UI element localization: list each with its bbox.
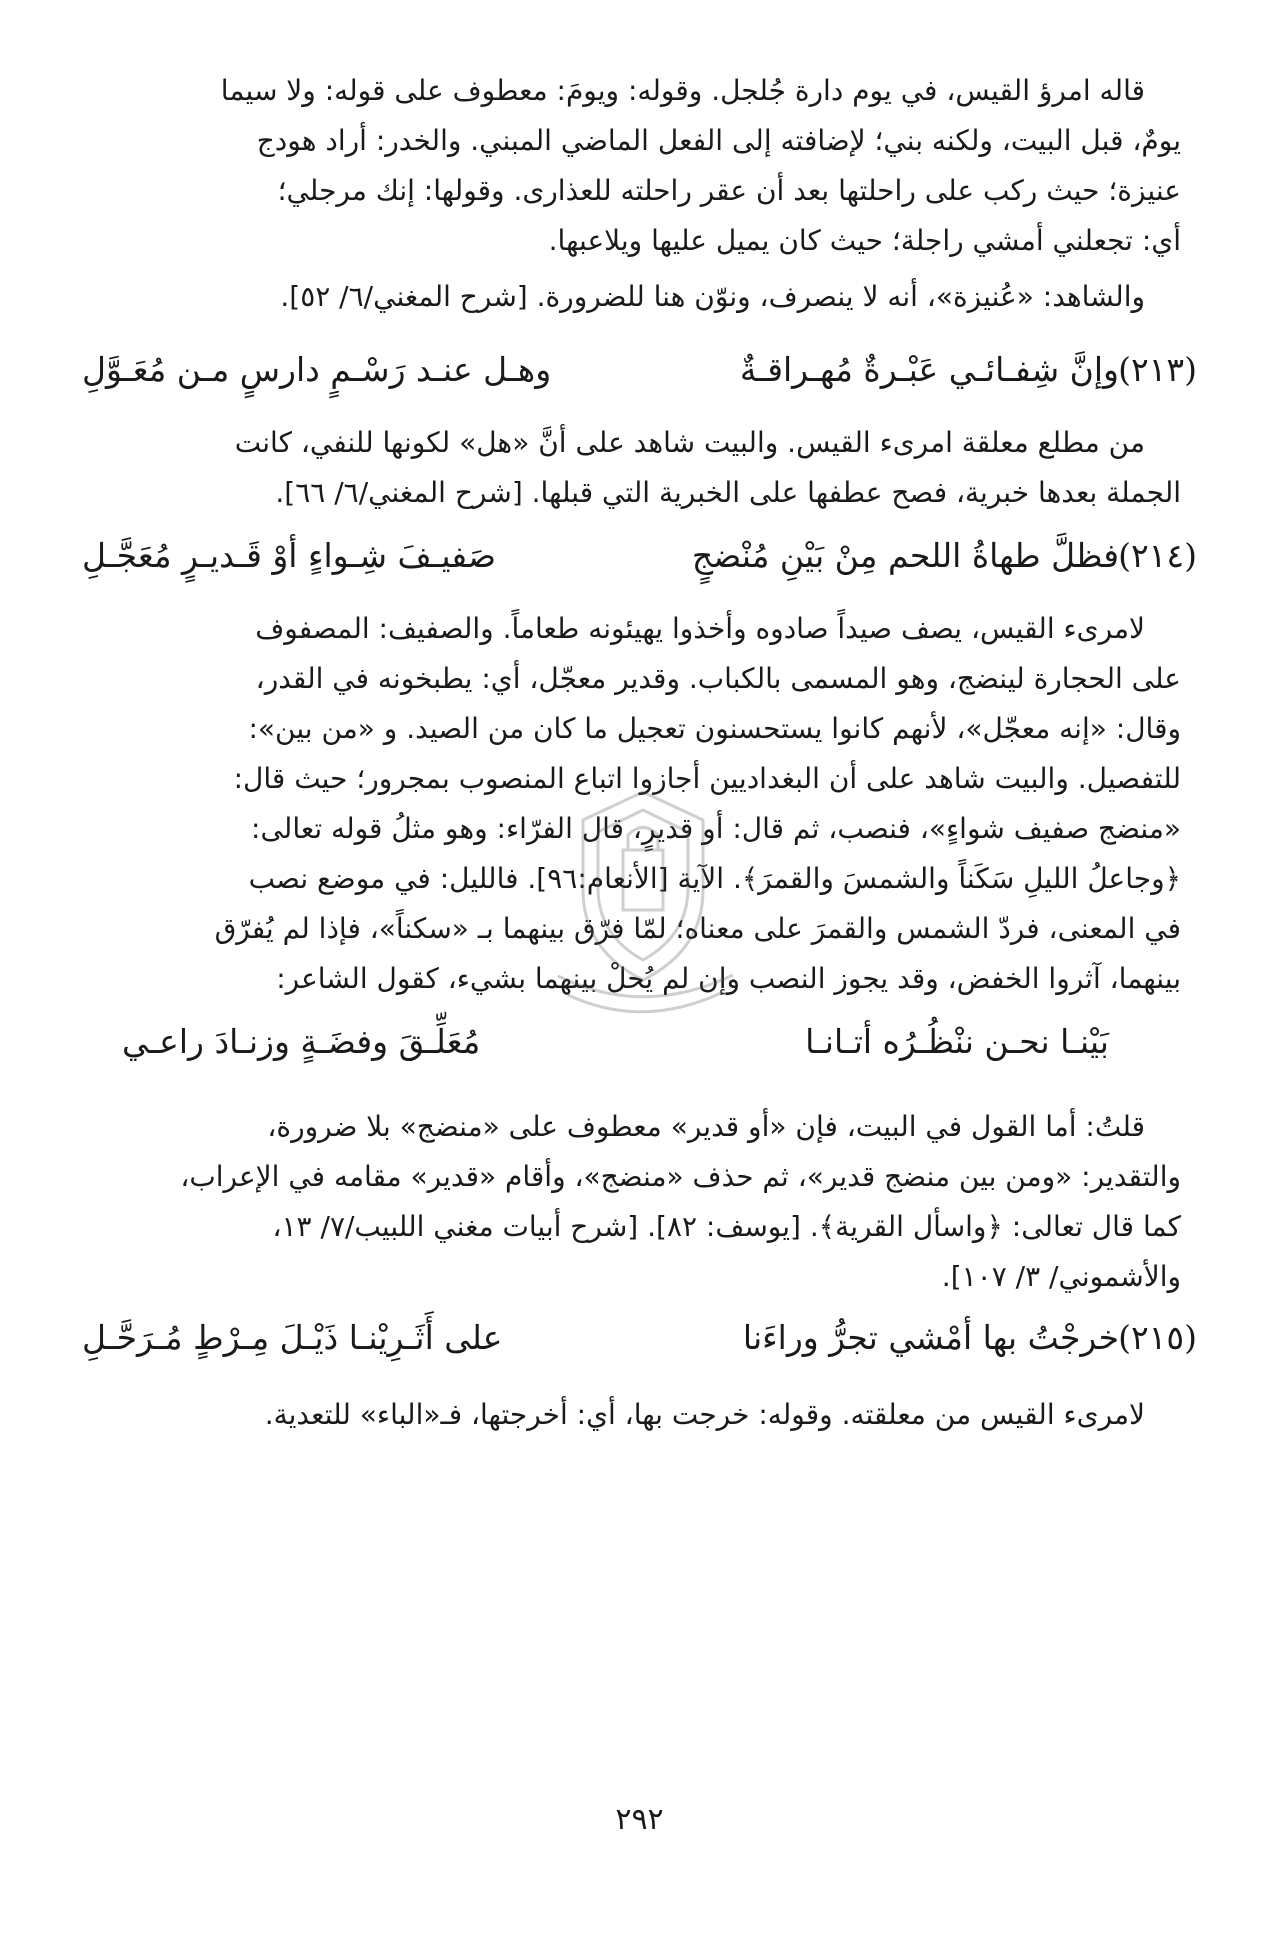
verse-number: (٢١٤): [1118, 536, 1197, 575]
text-line: الجملة بعدها خبرية، فصح عطفها على الخبرية التي قبلها. [شرح المغني/٦/ ٦٦].: [275, 476, 1181, 509]
text-line: من مطلع معلقة امرىء القيس. والبيت شاهد على أنَّ «هل» لكونها للنفي، كانت: [234, 426, 1145, 459]
text-line: عنيزة؛ حيث ركب على راحلتها بعد أن عقر راحلته للعذارى. وقولها: إنك مرجلي؛: [277, 174, 1181, 207]
text-line: لامرىء القيس من معلقته. وقوله: خرجت بها، أي: أخرجتها، فـ«الباء» للتعدية.: [264, 1398, 1145, 1431]
text-line: كما قال تعالى: ﴿واسأل القرية﴾. [يوسف: ٨٢]. [شرح أبيات مغني اللبيب/٧/ ١٣،: [272, 1210, 1181, 1243]
verse-number: (٢١٣): [1118, 350, 1197, 389]
verse-second-hemistich: صَفيـفَ شِـواءٍ أوْ قَـديـرٍ مُعَجَّـلِ: [82, 536, 496, 575]
text-line: وقال: «إنه معجّل»، لأنهم كانوا يستحسنون تعجيل ما كان من الصيد. و «من بين»:: [248, 712, 1181, 745]
paragraph-p1: [82, 66, 1181, 266]
text-line: والأشموني/ ٣/ ١٠٧].: [941, 1260, 1181, 1293]
text-line: يومٌ، قبل البيت، ولكنه بني؛ لإضافته إلى الفعل الماضي المبني. والخدر: أراد هودج: [256, 124, 1181, 157]
text-line: في المعنى، فردّ الشمس والقمرَ على معناه؛ لمّا فرّق بينهما بـ «سكناً»، فإذا لم يُفرّق: [214, 912, 1181, 945]
paragraph-p3: [82, 418, 1181, 518]
text-line: ﴿وجاعلُ الليلِ سَكَناً والشمسَ والقمرَ﴾. الآية [الأنعام:٩٦]. فالليل: في موضع نصب: [248, 862, 1181, 895]
paragraph-p5: [82, 1102, 1181, 1302]
paragraph-p6: [82, 1390, 1181, 1440]
text-line: لامرىء القيس، يصف صيداً صادوه وأخذوا يهيئونه طعاماً. والصفيف: المصفوف: [255, 612, 1145, 645]
library-seal-icon: [528, 780, 758, 1030]
text-line: والشاهد: «عُنيزة»، أنه لا ينصرف، ونوّن هنا للضرورة. [شرح المغني/٦/ ٥٢].: [280, 280, 1145, 313]
page-number: ٢٩٢: [615, 1802, 664, 1837]
text-line: أي: تجعلني أمشي راجلة؛ حيث كان يميل عليها ويلاعبها.: [548, 224, 1181, 257]
text-line: على الحجارة لينضج، وهو المسمى بالكباب. وقدير معجّل، أي: يطبخونه في القدر،: [255, 662, 1181, 695]
verse-second-hemistich: على أَثَـرِيْنـا ذَيْـلَ مِـرْطٍ مُـرَحَّـلِ: [82, 1318, 503, 1357]
text-line: بينهما، آثروا الخفض، وقد يجوز النصب وإن لم يُحلْ بينهما بشيء، كقول الشاعر:: [276, 962, 1181, 995]
text-line: قلتُ: أما القول في البيت، فإن «أو قدير» معطوف على «منضج» بلا ضرورة،: [267, 1110, 1145, 1143]
verse-first-hemistich: وإنَّ شِفـائـي عَبْـرةٌ مُهـراقـةٌ: [739, 350, 1119, 389]
verse-214: [82, 528, 1197, 584]
text-line: والتقدير: «ومن بين منضج قدير»، ثم حذف «منضج»، وأقام «قدير» مقامه في الإعراب،: [180, 1160, 1181, 1193]
verse-number: (٢١٥): [1118, 1318, 1197, 1357]
text-line: «منضج صفيف شواءٍ»، فنصب، ثم قال: أو قديرٍ، قال الفرّاء: وهو مثلُ قوله تعالى:: [251, 812, 1181, 845]
verse-first-hemistich: بَيْنـا نحـن ننْظُـرُه أتـانـا: [805, 1022, 1109, 1061]
verse-first-hemistich: خرجْتُ بها أمْشي تجرُّ وراءَنا: [742, 1318, 1119, 1357]
text-line: قاله امرؤ القيس، في يوم دارة جُلجل. وقوله: ويومَ: معطوف على قوله: ولا سيما: [220, 74, 1145, 107]
verse-213: [82, 342, 1197, 398]
text-line: للتفصيل. والبيت شاهد على أن البغداديين أجازوا اتباع المنصوب بمجرور؛ حيث قال:: [233, 762, 1181, 795]
verse-first-hemistich: فظلَّ طهاةُ اللحم مِنْ بَيْنِ مُنْضجٍ: [691, 536, 1119, 575]
verse-215: [82, 1310, 1197, 1366]
paragraph-p2: [82, 272, 1181, 322]
verse-second-hemistich: وهـل عنـد رَسْـمٍ دارسٍ مـن مُعَـوَّلِ: [82, 350, 552, 389]
verse-second-hemistich: مُعَلِّـقَ وفضَـةٍ وزنـادَ راعـي: [122, 1022, 481, 1061]
